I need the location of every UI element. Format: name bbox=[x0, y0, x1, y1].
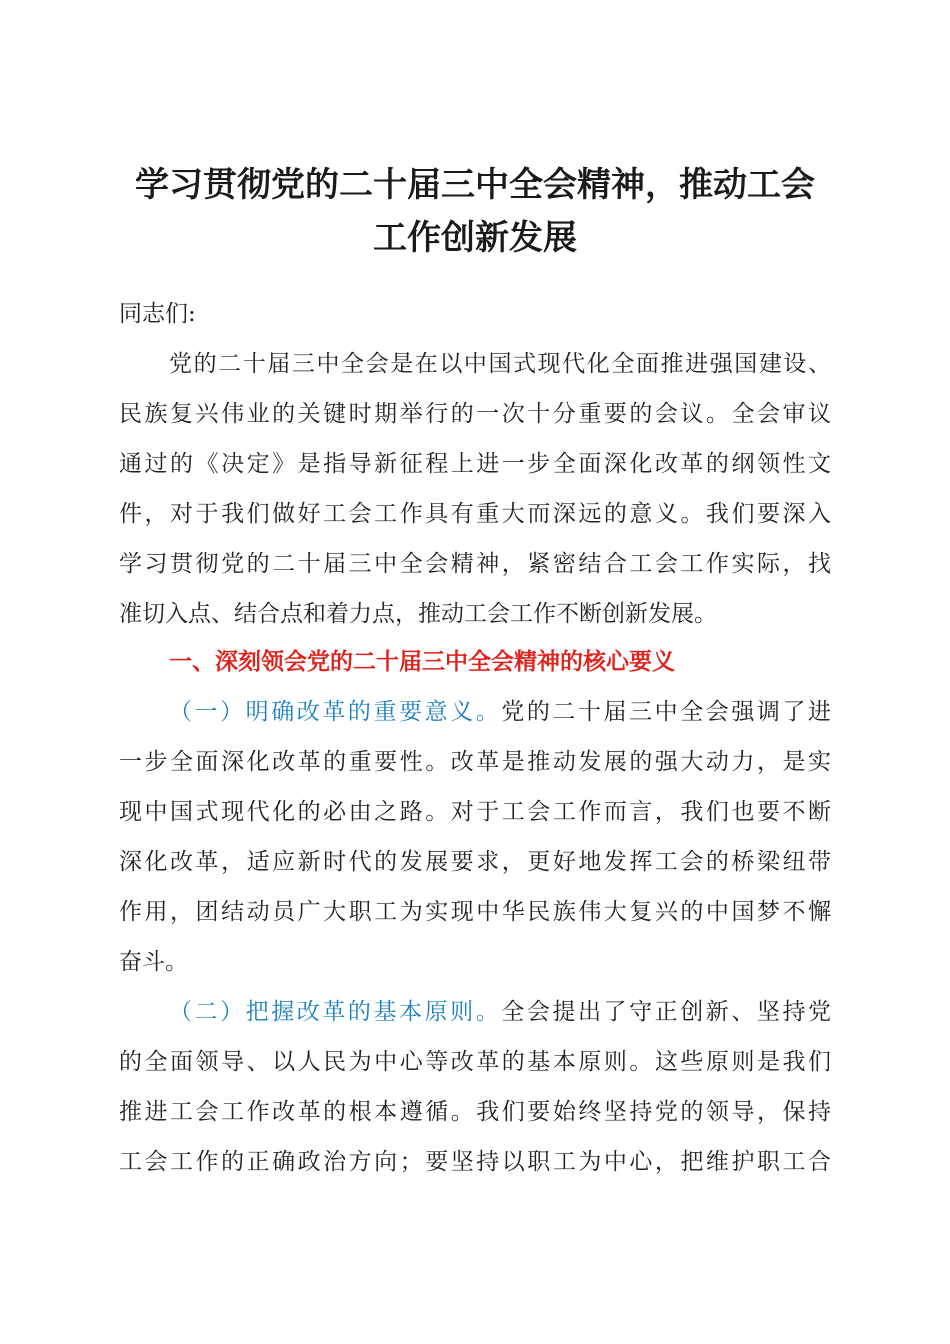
subsection-1-line: 奋斗。 bbox=[119, 949, 188, 975]
subsection-1-line: 现中国式现代化的必由之路。对于工会工作而言，我们也要不断 bbox=[119, 799, 831, 825]
subsection-1-label: （一）明确改革的重要意义。 bbox=[169, 699, 502, 725]
subsection-1-line: 作用，团结动员广大职工为实现中华民族伟大复兴的中国梦不懈 bbox=[119, 899, 831, 925]
subsection-2-first-line bbox=[169, 997, 831, 1027]
intro-line: 通过的《决定》是指导新征程上进一步全面深化改革的纲领性文 bbox=[119, 451, 831, 477]
document-title-line-2: 工作创新发展 bbox=[373, 218, 577, 258]
subsection-1-first-text: 党的二十届三中全会强调了进 bbox=[501, 699, 832, 725]
intro-line: 民族复兴伟业的关键时期举行的一次十分重要的会议。全会审议 bbox=[119, 401, 831, 427]
section-heading-1: 一、深刻领会党的二十届三中全会精神的核心要义 bbox=[169, 649, 675, 675]
intro-line: 学习贯彻党的二十届三中全会精神，紧密结合工会工作实际，找 bbox=[119, 551, 831, 577]
intro-line: 准切入点、结合点和着力点，推动工会工作不断创新发展。 bbox=[119, 601, 717, 627]
subsection-1-line: 深化改革，适应新时代的发展要求，更好地发挥工会的桥梁纽带 bbox=[119, 849, 831, 875]
subsection-2-label: （二）把握改革的基本原则。 bbox=[169, 999, 502, 1025]
subsection-2-line: 工会工作的正确政治方向；要坚持以职工为中心，把维护职工合 bbox=[119, 1149, 831, 1175]
subsection-1-first-line bbox=[169, 697, 831, 727]
intro-line: 件，对于我们做好工会工作具有重大而深远的意义。我们要深入 bbox=[119, 501, 831, 527]
subsection-1-line: 一步全面深化改革的重要性。改革是推动发展的强大动力，是实 bbox=[119, 749, 831, 775]
subsection-2-first-text: 全会提出了守正创新、坚持党 bbox=[501, 999, 832, 1025]
subsection-2-line: 推进工会工作改革的根本遵循。我们要始终坚持党的领导，保持 bbox=[119, 1099, 831, 1125]
intro-line: 党的二十届三中全会是在以中国式现代化全面推进强国建设、 bbox=[169, 351, 831, 377]
subsection-2-line: 的全面领导、以人民为中心等改革的基本原则。这些原则是我们 bbox=[119, 1049, 831, 1075]
document-title-line-1: 学习贯彻党的二十届三中全会精神，推动工会 bbox=[135, 165, 815, 205]
salutation: 同志们: bbox=[119, 301, 196, 327]
